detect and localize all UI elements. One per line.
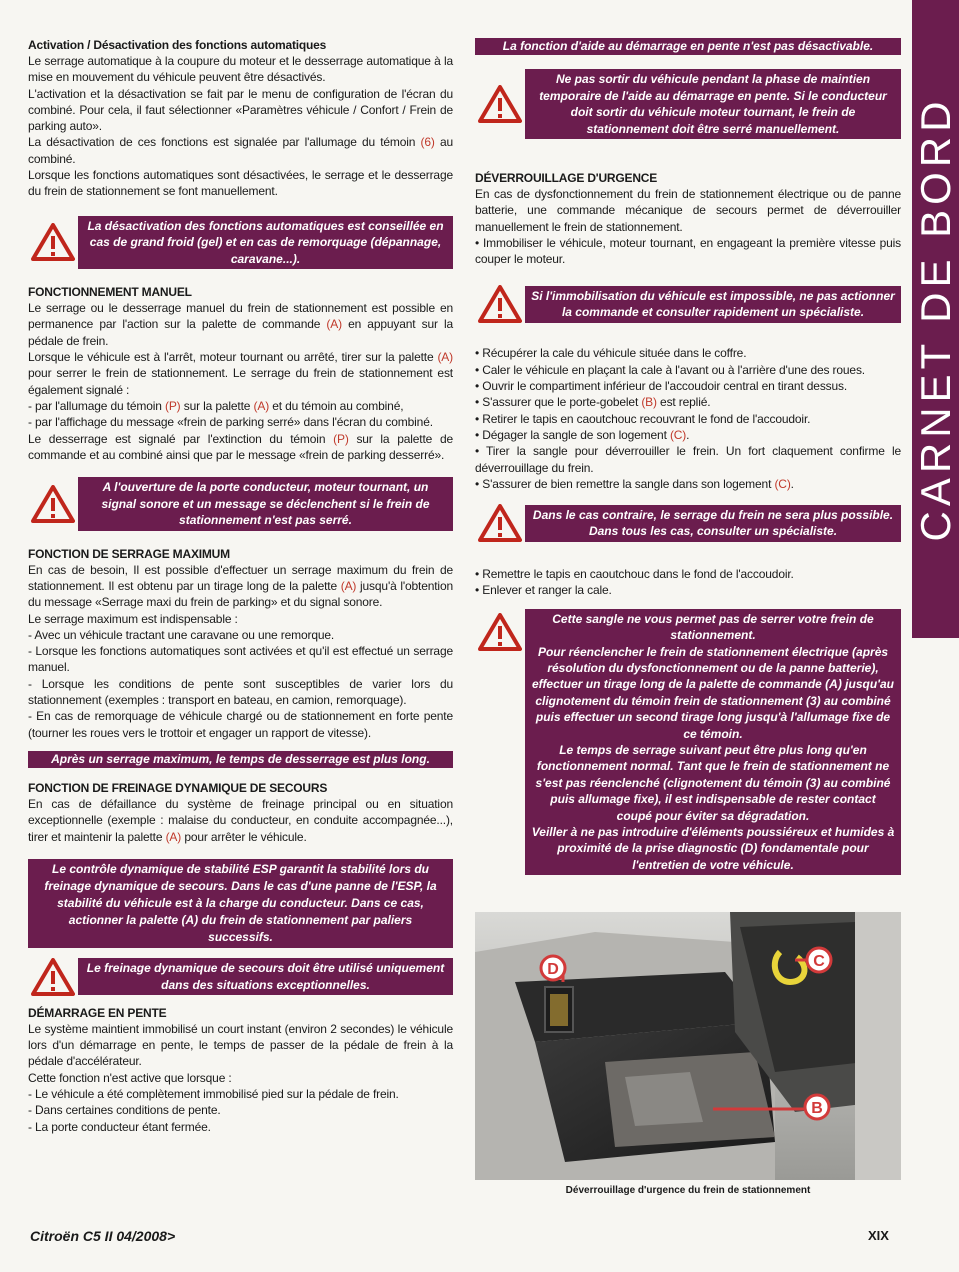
warning-text: A l'ouverture de la porte conducteur, moteur tournant, un signal sonore et un message se déclenchent si le frein de stationnement n'est pas serré. (78, 477, 453, 531)
list-item: - Avec un véhicule tractant une caravane ou une remorque. (28, 627, 335, 642)
paragraph: Lorsque le véhicule est à l'arrêt, moteur tournant ou arrêté, tirer sur la palette (A) pour serrer le frein de stationnement. Le serrage du frein de stationnement est également signalé : (28, 350, 453, 397)
left-column (28, 38, 453, 1135)
list-item: • Remettre le tapis en caoutchouc dans le fond de l'accoudoir. (475, 567, 794, 582)
warning-text: Dans le cas contraire, le serrage du frein ne sera plus possible. Dans tous les cas, consulter un spécialiste. (525, 505, 901, 542)
warning-text: Le freinage dynamique de secours doit être utilisé uniquement dans des situations exceptionnelles. (78, 958, 453, 995)
list-item: - par l'allumage du témoin (P) sur la palette (A) et du témoin au combiné, (28, 398, 404, 413)
warning-triangle-icon (475, 85, 525, 123)
paragraph: • Immobiliser le véhicule, moteur tournant, en engageant la première vitesse puis couper le moteur. (475, 235, 901, 267)
warning-block (28, 958, 453, 996)
section-title-activation: Activation / Désactivation des fonctions automatiques (28, 38, 327, 52)
list-item: - par l'affichage du message «frein de parking serré» dans l'écran du combiné. (28, 415, 433, 430)
paragraph: Le serrage ou le desserrage manuel du frein de stationnement est possible en permanence par l'action sur la palette de commande (A) en appuyant sur la pédale de frein. (28, 301, 453, 348)
svg-text:D: D (547, 961, 559, 978)
warning-triangle-icon (475, 285, 525, 323)
list-item: - Dans certaines conditions de pente. (28, 1103, 221, 1118)
warning-text-long: Cette sangle ne vous permet pas de serrer votre frein de stationnement. Pour réenclencher le frein de stationnement électrique (après résolution du dysfonctionnement ou de la panne batterie), effectuer un tirage long de la palette de commande (A) jusqu'au clignotement du témoin frein de stationnement (3) au combiné puis effectuer un second tirage long jusqu'à l'allumage fixe de ce témoin. Le temps de serrage suivant peut être plus long qu'en fonctionnement normal. Tant que le frein de stationnement ne s'est pas réenclenché (clignotement du témoin (3) au combiné puis allumage fixe), il est indispensable de rester contact coupé pour éviter sa dégradation. Veiller à ne pas introduire d'éléments poussiéreux et humides à proximité de la prise diagnostic (D) fondamentale pour l'entretien de votre véhicule. (525, 609, 901, 876)
list-item: • Retirer le tapis en caoutchouc recouvrant le fond de l'accoudoir. (475, 411, 811, 426)
paragraph: L'activation et la désactivation se fait par le menu de configuration de l'écran du combiné. Pour cela, il faut sélectionner «Paramètres véhicule / Confort / Frein de parking auto». (28, 86, 453, 134)
list-item: • S'assurer de bien remettre la sangle dans son logement (C). (475, 476, 794, 491)
paragraph: En cas de dysfonctionnement du frein de stationnement électrique ou de panne batterie, une commande mécanique de secours permet de déverrouiller manuellement le frein de stationnement. (475, 187, 901, 234)
list-item: - En cas de remorquage de véhicule chargé ou de stationnement en forte pente (tourner les roues vers le trottoir et engager un rapport de vitesse). (28, 709, 453, 740)
list-item: - Le véhicule a été complètement immobilisé pied sur la pédale de frein. (28, 1086, 399, 1101)
paragraph: Lorsque les fonctions automatiques sont désactivées, le serrage et le desserrage du frein de stationnement se font manuellement. (28, 168, 453, 199)
paragraph: Le serrage automatique à la coupure du moteur et le desserrage automatique à la mise en mouvement du véhicule peuvent être désactivés. (28, 54, 453, 85)
list-item: • Dégager la sangle de son logement (C). (475, 427, 690, 442)
section-title-manual: FONCTIONNEMENT MANUEL (28, 285, 192, 300)
paragraph: Le système maintient immobilisé un court instant (environ 2 secondes) le véhicule lors d'un démarrage en pente, le temps de passer de la pédale de frein à la pédale d'accélérateur. (28, 1021, 453, 1069)
info-bar: Après un serrage maximum, le temps de desserrage est plus long. (28, 751, 453, 768)
list-item: • Tirer la sangle pour déverrouiller le frein. Un fort claquement confirme le déverrouillage du frein. (475, 444, 901, 475)
info-bar: La fonction d'aide au démarrage en pente n'est pas désactivable. (475, 38, 901, 55)
list-item: • Enlever et ranger la cale. (475, 583, 612, 598)
warning-block (28, 216, 453, 270)
warning-triangle-icon (475, 504, 525, 542)
list-item: - Lorsque les fonctions automatiques sont activées et qu'il est effectué un serrage manuel. (28, 644, 453, 675)
paragraph: En cas de besoin, Il est possible d'effectuer un serrage maximum du frein de stationnement. Il est obtenu par un tirage long de la palette (A) jusqu'à l'obtention du message «Serrage maxi du frein de parking» et du signal sonore. (28, 562, 453, 610)
footer-model: Citroën C5 II 04/2008> (30, 1228, 176, 1244)
warning-block (28, 477, 453, 531)
warning-triangle-icon (28, 958, 78, 996)
list-item: • Caler le véhicule en plaçant la cale à l'avant ou à l'arrière d'une des roues. (475, 362, 865, 377)
photo-caption: Déverrouillage d'urgence du frein de stationnement (565, 1185, 811, 1196)
info-bar: Le contrôle dynamique de stabilité ESP garantit la stabilité lors du freinage dynamique de secours. Dans le cas d'une panne de l'ESP, la stabilité du véhicule est à la charge du conducteur. Dans ce cas, actionner la palette (A) du frein de stationnement par paliers successifs. (28, 859, 453, 948)
paragraph: Le desserrage est signalé par l'extinction du témoin (P) sur la palette de commande et au combiné ainsi que par le message «frein de parking desserré». (28, 431, 454, 462)
list-item: - La porte conducteur étant fermée. (28, 1119, 211, 1134)
list-item: • Ouvrir le compartiment inférieur de l'accoudoir central en tirant dessus. (475, 379, 848, 394)
warning-text: Ne pas sortir du véhicule pendant la phase de maintien temporaire de l'aide au démarrage en pente. Si le conducteur doit sortir du véhicule moteur tournant, le frein de stationnement doit être serré manuellement. (525, 69, 901, 139)
callout-d (541, 956, 565, 980)
warning-text: Si l'immobilisation du véhicule est impossible, ne pas actionner la commande et consulter rapidement un spécialiste. (525, 286, 901, 323)
warning-triangle-icon (475, 609, 525, 651)
right-column (475, 38, 901, 875)
svg-text:C: C (813, 953, 825, 970)
warning-triangle-icon (28, 223, 78, 261)
warning-block (475, 504, 901, 542)
callout-c (807, 948, 831, 972)
list-item: • Récupérer la cale du véhicule située dans le coffre. (475, 346, 747, 361)
list-item: • S'assurer que le porte-gobelet (B) est replié. (475, 395, 711, 410)
section-title-deverrouillage: DÉVERROUILLAGE D'URGENCE (475, 171, 658, 185)
warning-block (475, 609, 901, 876)
svg-text:B: B (811, 1100, 823, 1117)
paragraph: En cas de défaillance du système de freinage principal ou en situation exceptionnelle (exemple : malaise du conducteur, en conduite accompagnée...), tirer et maintenir la palette (A) pour arrêter le véhicule. (28, 796, 453, 844)
page-number: XIX (868, 1228, 889, 1243)
section-title-demarrage-pente: DÉMARRAGE EN PENTE (28, 1005, 167, 1020)
section-title-max-serrage: FONCTION DE SERRAGE MAXIMUM (28, 546, 230, 561)
list-item: - Lorsque les conditions de pente sont susceptibles de varier lors du stationnement (exemples : transport en bateau, en camion, remorquage). (28, 676, 453, 708)
section-title-freinage-secours: FONCTION DE FREINAGE DYNAMIQUE DE SECOURS (28, 780, 328, 795)
warning-triangle-icon (28, 485, 78, 523)
paragraph: La désactivation de ces fonctions est signalée par l'allumage du témoin (6) au combiné. (28, 135, 453, 166)
warning-block (475, 69, 901, 139)
warning-text: La désactivation des fonctions automatiques est conseillée en cas de grand froid (gel) et en cas de remorquage (dépannage, caravane...). (78, 216, 453, 270)
armrest-photo (475, 912, 901, 1180)
warning-block (475, 285, 901, 323)
side-tab (912, 0, 959, 638)
side-tab-label: CARNET DE BORD (911, 96, 959, 542)
callout-b (805, 1095, 829, 1119)
paragraph: Le serrage maximum est indispensable : (28, 611, 238, 626)
paragraph: Cette fonction n'est active que lorsque : (28, 1070, 232, 1085)
